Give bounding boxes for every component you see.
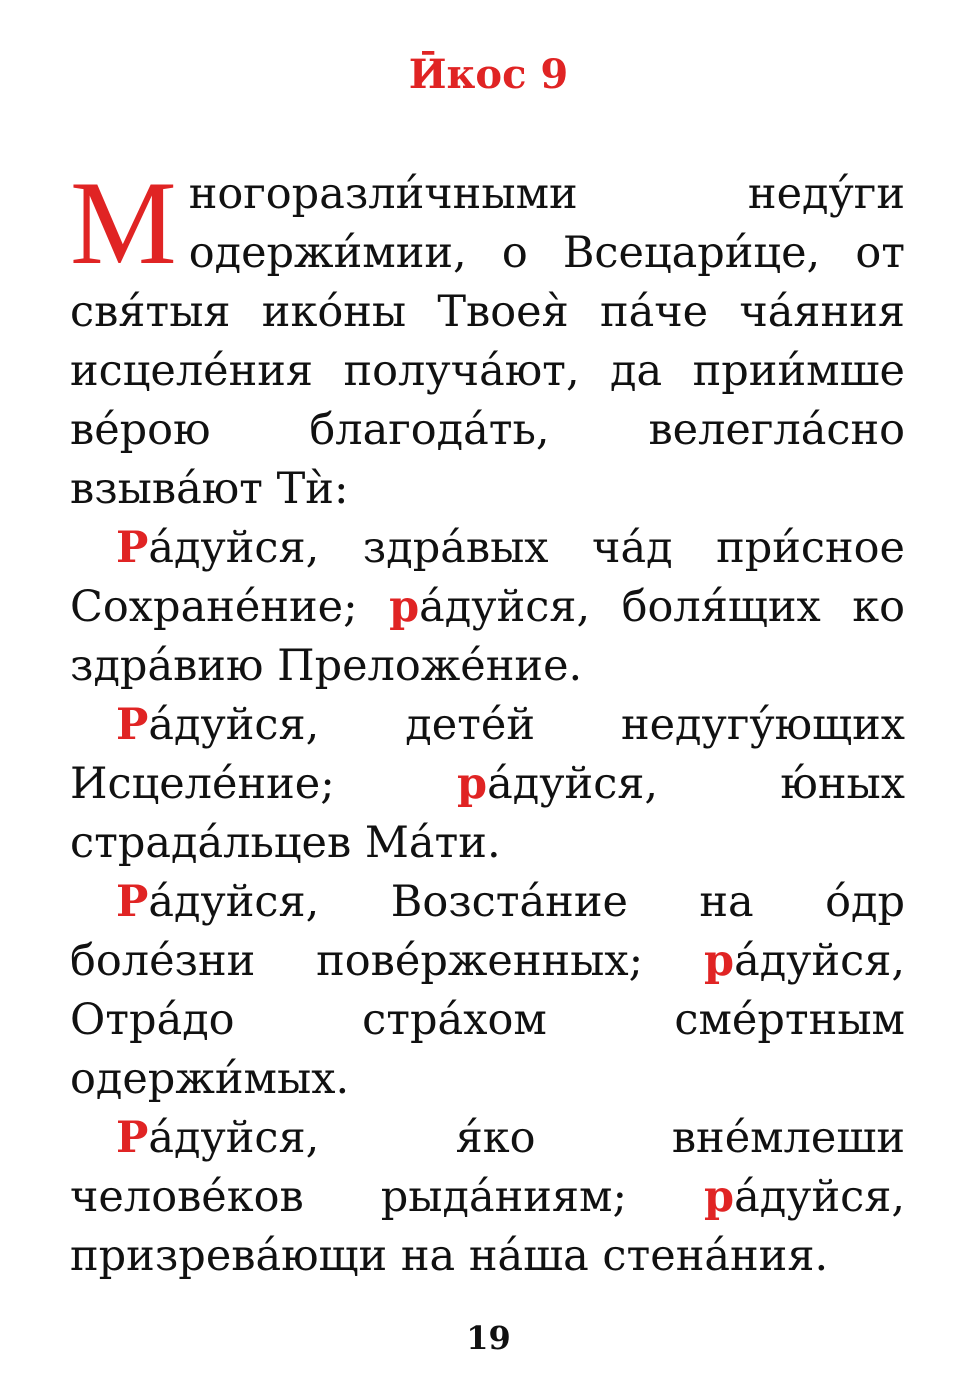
stanza-2-initial-b: р — [457, 759, 488, 809]
stanza-1-initial: Р — [116, 523, 149, 573]
drop-cap-initial: М — [70, 156, 177, 289]
stanza-2-text-b: а́дуйся, ю́ных страда́льцев Ма́ти. — [70, 759, 905, 868]
stanza-2 — [70, 696, 905, 873]
stanza-3 — [70, 873, 905, 1109]
stanza-3-text-b: а́дуйся, Отра́до стра́хом сме́ртным одержи́мых. — [70, 936, 906, 1104]
stanza-4-initial-b: р — [703, 1172, 735, 1222]
stanza-4-text-a: а́дуйся, я́ко вне́млеши челове́ков рыда́ниям; — [70, 1113, 905, 1222]
stanza-1 — [70, 519, 905, 696]
opening-paragraph — [70, 156, 905, 519]
stanza-1-text-a: а́дуйся, здра́вых ча́д при́сное Сохране́ние; — [70, 523, 905, 632]
stanza-1-initial-b: р — [389, 582, 420, 632]
stanza-3-initial-b: р — [703, 936, 735, 986]
stanza-4-initial: Р — [116, 1113, 149, 1163]
stanza-2-initial: Р — [116, 700, 149, 750]
opening-text: ногоразли́чными неду́ги одержи́мии, о Всецари́це, от свя́тыя ико́ны Твоея̀ па́че ча́яния исцеле́ния получа́ют, да прии́мше ве́рою благода́ть, велегла́сно взыва́ют Тѝ: — [70, 169, 905, 514]
stanza-4 — [70, 1109, 905, 1286]
stanza-4-text-b: а́дуйся, призрева́ющи на на́ша стена́ния. — [70, 1172, 906, 1281]
stanza-2-text-a: а́дуйся, дете́й недугу́ющих Исцеле́ние; — [70, 700, 905, 809]
stanza-3-initial: Р — [116, 877, 149, 927]
stanza-3-text-a: а́дуйся, Возста́ние на о́др боле́зни пове́рженных; — [70, 877, 905, 986]
stanza-1-text-b: а́дуйся, боля́щих ко здра́вию Преложе́ние. — [70, 582, 905, 691]
page-title: Ӣкос 9 — [408, 51, 569, 98]
ikos-text — [70, 156, 906, 1286]
page-number: 19 — [466, 1319, 511, 1357]
